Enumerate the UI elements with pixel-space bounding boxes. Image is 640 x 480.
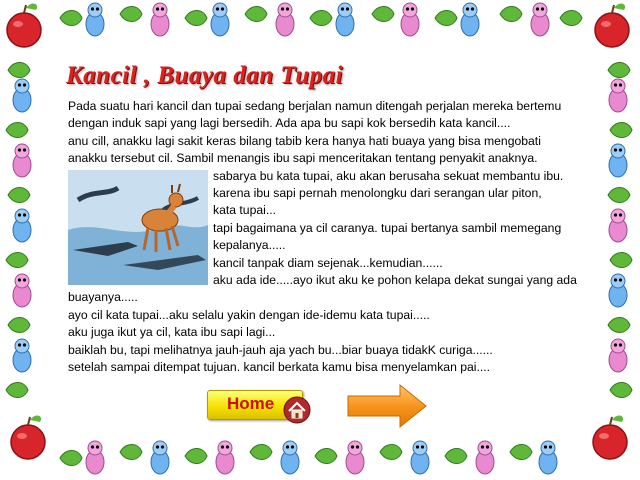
home-button[interactable] [207, 390, 313, 420]
story-line: aku ada ide.....ayo ikut aku ke pohon kelapa dekat sungai yang ada [213, 273, 577, 288]
story-line: aku juga ikut ya cil, kata ibu sapi lagi... [68, 325, 276, 340]
story-line: tapi bagaimana ya cil caranya. tupai bertanya sambil memegang [213, 220, 562, 235]
story-line: buayanya..... [68, 290, 138, 305]
story-line: sabarya bu kata tupai, aku akan berusaha sekuat membantu ibu. [213, 168, 564, 183]
story-line: anakku tersebut cil. Sambil menangis ibu sapi menceritakan tentang penyakit anaknya. [68, 151, 538, 166]
story-text [68, 98, 596, 377]
page-title: Kancil , Buaya dan Tupai [66, 62, 344, 89]
story-line: Pada suatu hari kancil dan tupai sedang berjalan namun ditengah perjalan mereka bertemu [68, 99, 562, 113]
story-line: kata tupai... [213, 203, 277, 218]
story-line: baiklah bu, tapi melihatnya jauh-jauh aja yach bu...biar buaya tidakK curiga...... [68, 342, 493, 357]
story-line: anu cill, anakku lagi sakit keras bilang tabib kera hanya hati buaya yang bisa mengobati [68, 133, 541, 148]
story-line: karena ibu sapi pernah menolongku dari serangan ular piton, [213, 186, 542, 201]
story-line: dengan induk sapi yang lagi bersedih. Ada apa bu sapi kok bersedih kata kancil.... [68, 116, 511, 131]
story-line: ayo cil kata tupai...aku selalu yakin dengan ide-idemu kata tupai..... [68, 307, 430, 322]
story-line: kancil tanpak diam sejenak...kemudian...... [213, 255, 443, 270]
home-button-label[interactable]: Home [227, 394, 275, 413]
story-line: kepalanya..... [213, 238, 286, 253]
house-icon[interactable] [283, 396, 311, 424]
story-line: setelah sampai ditempat tujuan. kancil berkata kamu bisa menyelamkan pai.... [68, 360, 491, 375]
arrow-right-icon[interactable] [346, 383, 428, 429]
